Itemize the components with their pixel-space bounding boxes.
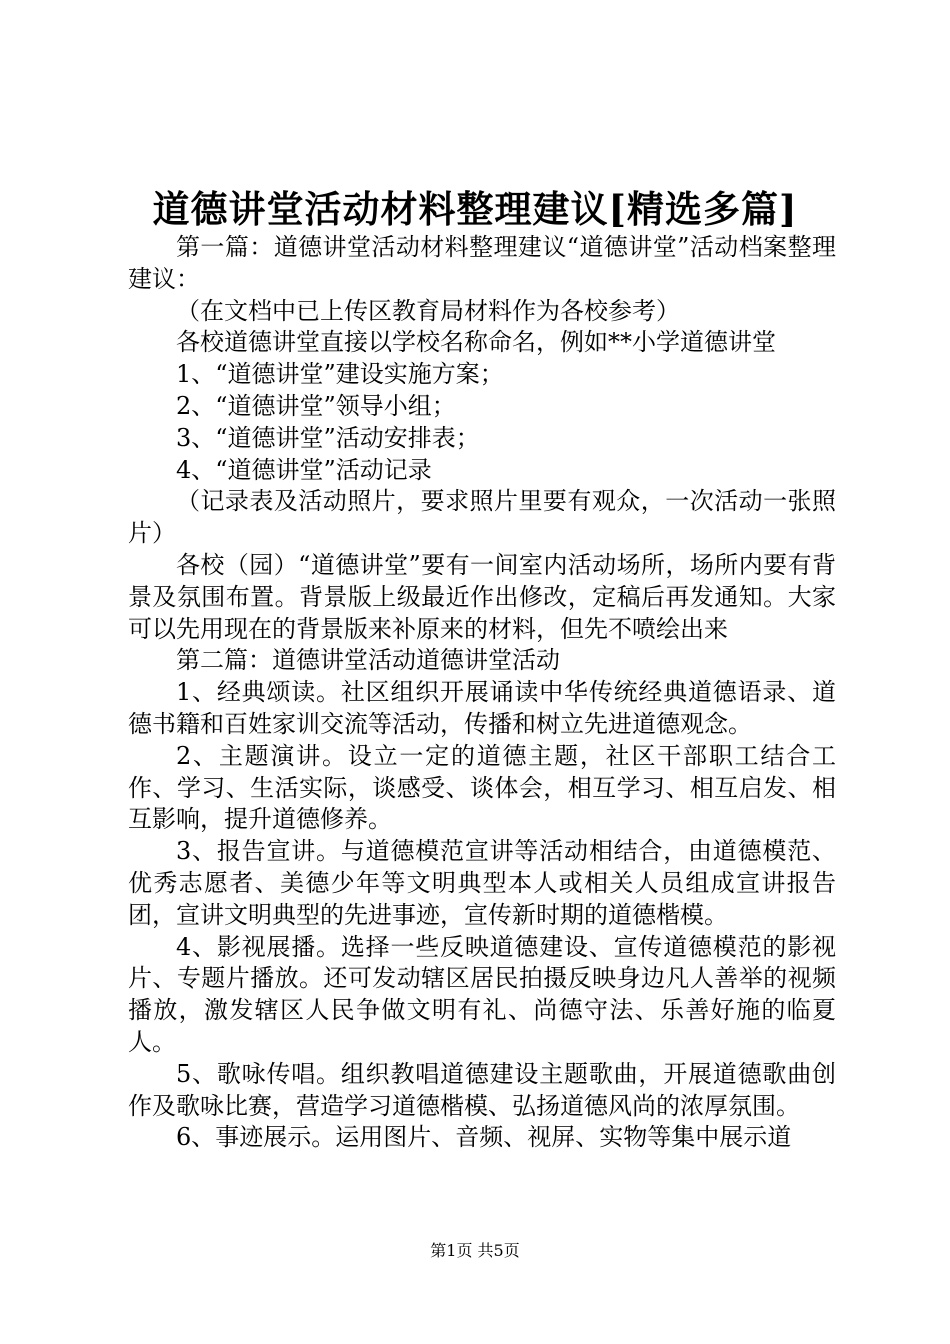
paragraph: 3、“道德讲堂”活动安排表； <box>176 423 480 452</box>
paragraph: 3、报告宣讲。与道德模范宣讲等活动相结合，由道德模范、优秀志愿者、美德少年等文明典型本人或相关人员组成宣讲报告团，宣讲文明典型的先进事迹，宣传新时期的道德楷模。 <box>128 837 836 929</box>
paragraph: 1、“道德讲堂”建设实施方案； <box>176 360 504 389</box>
paragraph: 4、“道德讲堂”活动记录 <box>176 455 432 484</box>
page-footer: 第1页 共5页 <box>430 1241 520 1260</box>
paragraph: （在文档中已上传区教育局材料作为各校参考） <box>176 296 680 325</box>
paragraph: 第二篇：道德讲堂活动道德讲堂活动 <box>176 646 560 675</box>
paragraph: 6、事迹展示。运用图片、音频、视屏、实物等集中展示道 <box>176 1123 792 1152</box>
document-title: 道德讲堂活动材料整理建议[精选多篇] <box>152 187 798 231</box>
paragraph: 2、“道德讲堂”领导小组； <box>176 391 456 420</box>
paragraph: 各校（园）“道德讲堂”要有一间室内活动场所，场所内要有背景及氛围布置。背景版上级最近作出修改，定稿后再发通知。大家可以先用现在的背景版来补原来的材料，但先不喷绘出来 <box>128 550 836 643</box>
paragraph: 1、经典颂读。社区组织开展诵读中华传统经典道德语录、道德书籍和百姓家训交流等活动，传播和树立先进道德观念。 <box>128 678 836 738</box>
paragraph: 2、主题演讲。设立一定的道德主题，社区干部职工结合工作、学习、生活实际，谈感受、谈体会，相互学习、相互启发、相互影响，提升道德修养。 <box>128 741 836 834</box>
paragraph: 5、歌咏传唱。组织教唱道德建设主题歌曲，开展道德歌曲创作及歌咏比赛，营造学习道德楷模、弘扬道德风尚的浓厚氛围。 <box>128 1059 836 1120</box>
paragraph: 各校道德讲堂直接以学校名称命名，例如**小学道德讲堂 <box>176 328 776 357</box>
document-body <box>128 232 836 1154</box>
paragraph: 第一篇：道德讲堂活动材料整理建议“道德讲堂”活动档案整理建议： <box>128 233 836 293</box>
paragraph: 4、影视展播。选择一些反映道德建设、宣传道德模范的影视片、专题片播放。还可发动辖区居民拍摄反映身边凡人善举的视频播放，激发辖区人民争做文明有礼、尚德守法、乐善好施的临夏人。 <box>128 932 836 1056</box>
paragraph: （记录表及活动照片，要求照片里要有观众，一次活动一张照片） <box>128 487 836 548</box>
